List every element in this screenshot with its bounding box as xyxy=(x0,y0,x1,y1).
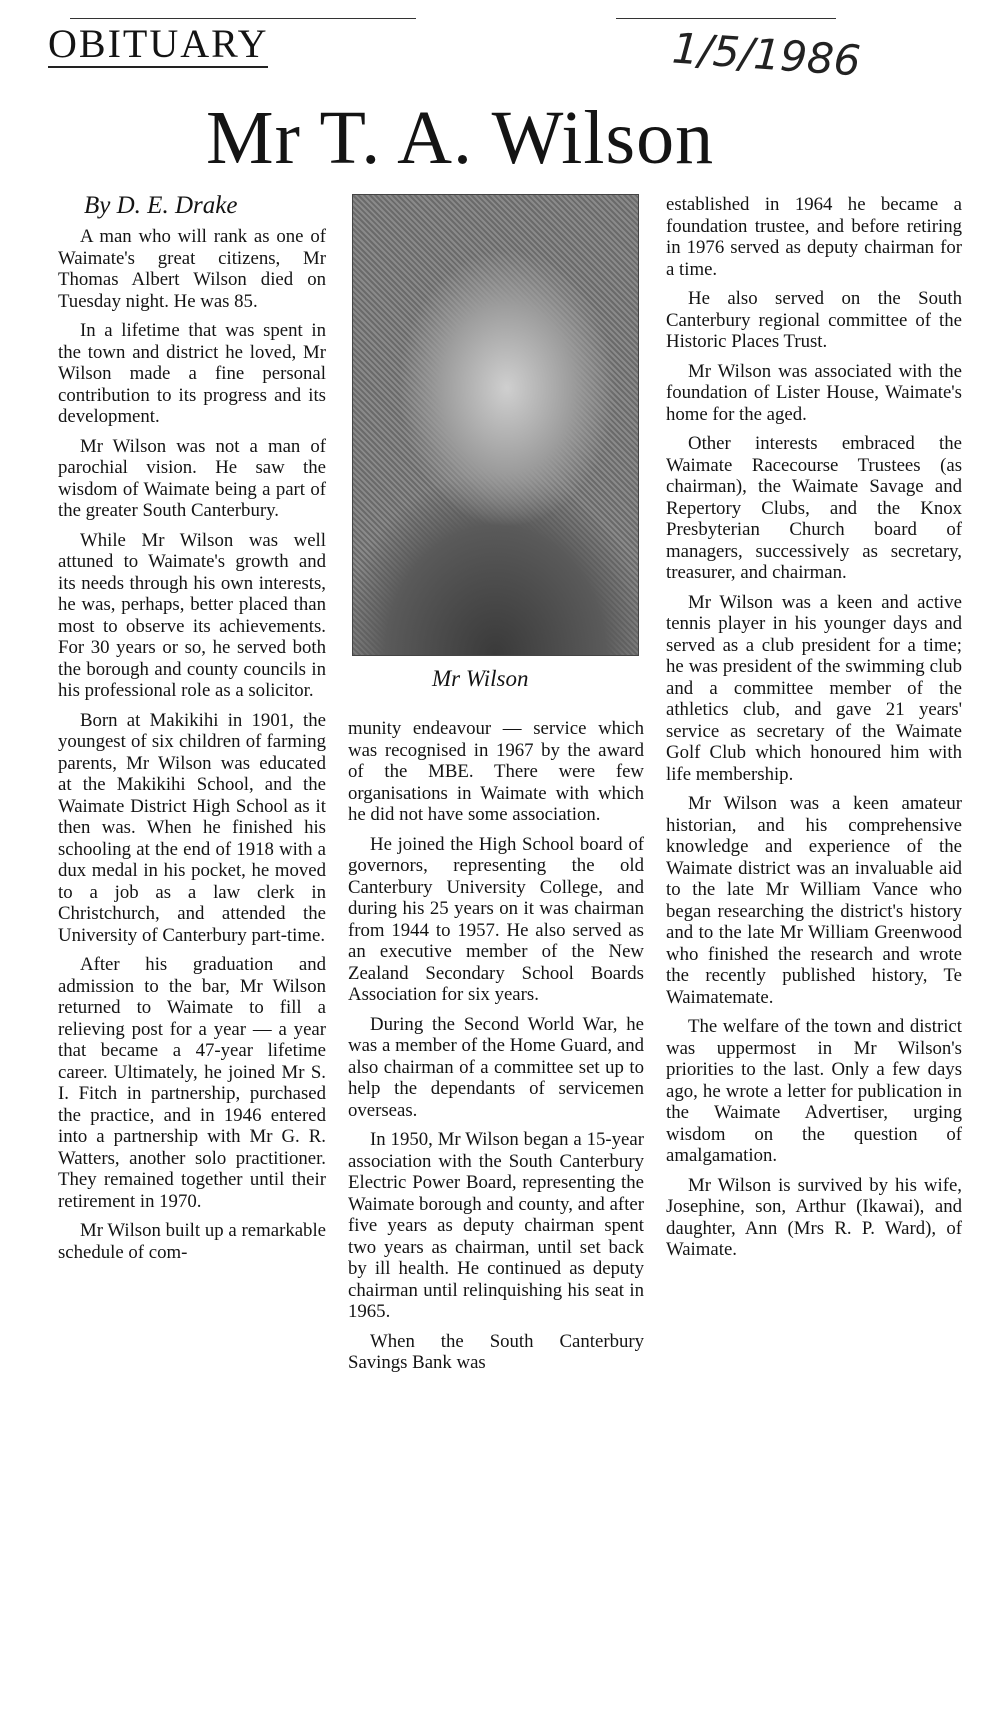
handwritten-date: 1/5/1986 xyxy=(670,23,863,86)
article-column-3 xyxy=(666,194,962,1269)
paragraph: In a lifetime that was spent in the town and district he loved, Mr Wilson made a fine personal contribution to its progress and its development. xyxy=(58,320,326,427)
paragraph: Mr Wilson was not a man of parochial vision. He saw the wisdom of Waimate being a part of the greater South Canterbury. xyxy=(58,435,326,521)
photo-caption: Mr Wilson xyxy=(432,666,529,691)
paragraph: Mr Wilson built up a remarkable schedule of com- xyxy=(58,1220,326,1263)
paragraph: Born at Makikihi in 1901, the youngest of six children of farming parents, Mr Wilson was educated at the Makikihi School, and the Waimate District High School as it then was. When he finished his schooling at the end of 1918 with a dux medal in his pocket, he moved to a job as a law clerk in Christchurch, and attended the University of Canterbury part-time. xyxy=(58,709,326,946)
paragraph: Mr Wilson is survived by his wife, Josephine, son, Arthur (Ikawai), and daughter, Ann (Mrs R. P. Ward), of Waimate. xyxy=(666,1174,962,1260)
paragraph: Mr Wilson was a keen and active tennis player in his younger days and served as a club president for a time; he was president of the swimming club and a committee member of the athletics club, and gave 21 years' service as secretary of the Waimate Golf Club which honoured him with life membership. xyxy=(666,591,962,785)
paragraph: In 1950, Mr Wilson began a 15-year association with the South Canterbury Electric Power Board, representing the Waimate borough and county, and after five years as deputy chairman spent two years as chairman, until set back by ill health. He continued as deputy chairman until relinquishing his seat in 1965. xyxy=(348,1129,644,1322)
paragraph: He joined the High School board of governors, representing the old Canterbury University College, and during his 25 years on it was chairman from 1944 to 1957. He also served as an executive member of the New Zealand Secondary School Boards Association for six years. xyxy=(348,833,644,1005)
paragraph: A man who will rank as one of Waimate's great citizens, Mr Thomas Albert Wilson died on Tuesday night. He was 85. xyxy=(58,226,326,312)
paragraph: Other interests embraced the Waimate Racecourse Trustees (as chairman), the Waimate Savage and Repertory Clubs, and the Knox Presbyterian Church board of managers, successively as secretary, treasurer, and chairman. xyxy=(666,433,962,583)
article-column-2 xyxy=(348,718,644,1382)
paragraph: established in 1964 he became a foundation trustee, and before retiring in 1976 served as deputy chairman for a time. xyxy=(666,194,962,280)
paragraph: Mr Wilson was associated with the foundation of Lister House, Waimate's home for the aged. xyxy=(666,360,962,425)
top-rule-right xyxy=(616,18,836,19)
paragraph: Mr Wilson was a keen amateur historian, and his comprehensive knowledge and experience of the Waimate district was an invaluable aid to the late Mr William Vance who began researching the district's history and to the late Mr William Greenwood who finished the research and wrote the recently published history, Te Waimatemate. xyxy=(666,793,962,1008)
paragraph: munity endeavour — service which was recognised in 1967 by the award of the MBE. There were few organisations in Waimate with which he did not have some association. xyxy=(348,718,644,825)
paragraph: He also served on the South Canterbury regional committee of the Historic Places Trust. xyxy=(666,288,962,352)
headline: Mr T. A. Wilson xyxy=(206,96,715,180)
article-column-1 xyxy=(58,226,326,1271)
paragraph: During the Second World War, he was a member of the Home Guard, and also chairman of a committee set up to help the dependants of servicemen overseas. xyxy=(348,1013,644,1121)
paragraph: While Mr Wilson was well attuned to Waimate's growth and its needs through his own interests, he was, perhaps, better placed than most to observe its achievements. For 30 years or so, he served both the borough and county councils in his professional role as a solicitor. xyxy=(58,529,326,701)
section-title: OBITUARY xyxy=(48,21,269,66)
portrait-photo xyxy=(352,194,639,656)
paragraph: The welfare of the town and district was uppermost in Mr Wilson's priorities to the last. Only a few days ago, he wrote a letter for publication in the Waimate Advertiser, urging wisdom on the question of amalgamation. xyxy=(666,1016,962,1166)
paragraph: After his graduation and admission to the bar, Mr Wilson returned to Waimate to fill a relieving post for a year — a year that became a 47-year lifetime career. Ultimately, he joined Mr S. I. Fitch in partnership, purchased the practice, and in 1946 entered into a partnership with Mr G. R. Watters, another solo practitioner. They remained together until their retirement in 1970. xyxy=(58,954,326,1212)
paragraph: When the South Canterbury Savings Bank was xyxy=(348,1330,644,1373)
top-rule xyxy=(70,18,416,19)
byline: By D. E. Drake xyxy=(84,192,238,219)
